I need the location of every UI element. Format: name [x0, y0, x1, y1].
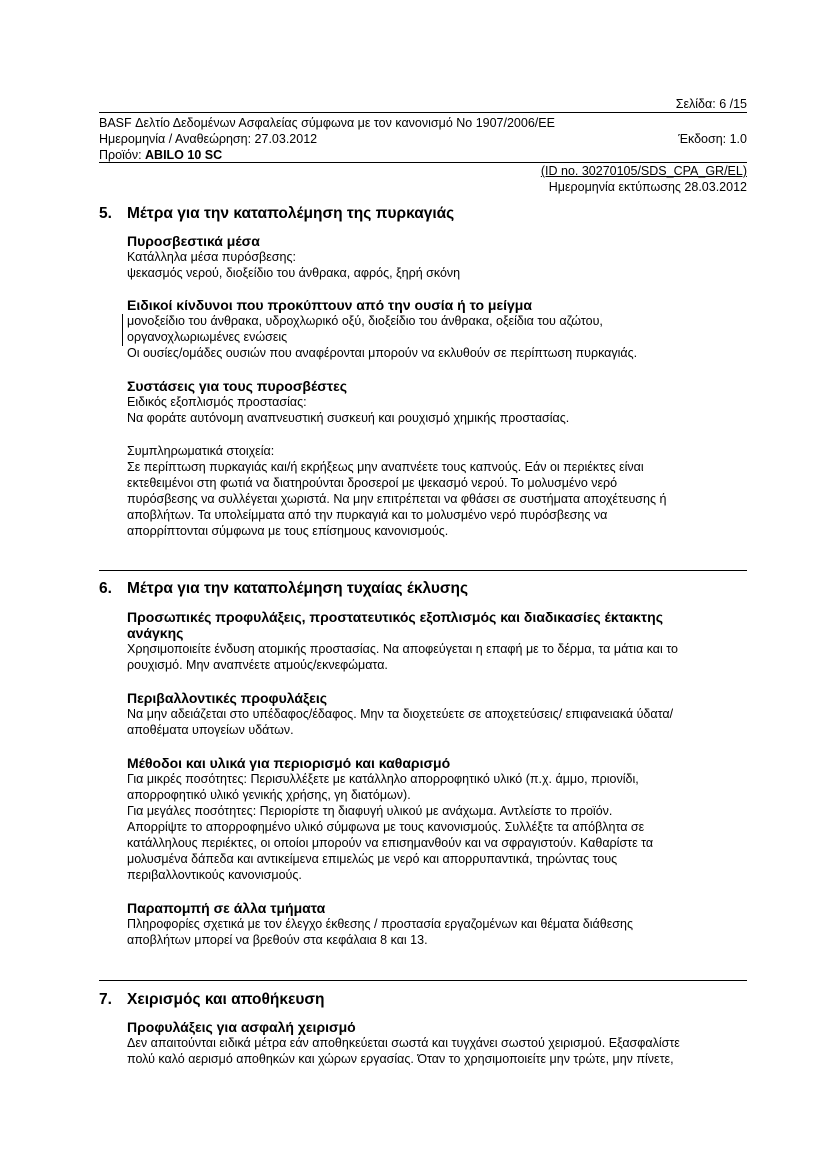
environmental-precautions-heading: Περιβαλλοντικές προφυλάξεις	[127, 690, 327, 706]
reference-heading: Παραπομπή σε άλλα τμήματα	[127, 900, 326, 916]
section-6-title: 6. Μέτρα για την καταπολέμηση τυχαίας έκλυσης	[99, 580, 469, 597]
header-date-row	[99, 131, 747, 147]
revision-change-bar	[122, 314, 123, 346]
reference-block: Παραπομπή σε άλλα τμήματα Πληροφορίες σχετικά με τον έλεγχο έκθεσης / προστασία εργαζομένων και θέματα διάθεσης αποβλήτων μπορεί να βρεθούν στα κεφάλαια 8 και 13.	[127, 900, 747, 948]
safe-handling-block: Προφυλάξεις για ασφαλή χειρισμό Δεν απαιτούνται ειδικά μέτρα εάν αποθηκεύεται σωστά και τυγχάνει σωστού χειρισμού. Εξασφαλίστε πολύ καλό αερισμό αποθηκών και χώρων εργασίας. Όταν το χρησιμοποιείτε μην τρώτε, μην πίνετε,	[127, 1019, 747, 1067]
header-rule	[99, 112, 747, 113]
version: Έκδοση: 1.0	[678, 132, 747, 146]
product-name: ABILO 10 SC	[145, 148, 223, 162]
safe-handling-heading: Προφυλάξεις για ασφαλή χειρισμό	[127, 1019, 356, 1035]
section-divider	[99, 980, 747, 981]
special-hazards-heading: Ειδικοί κίνδυνοι που προκύπτουν από την ουσία ή το μείγμα	[127, 297, 532, 313]
revision-date: Ημερομηνία / Αναθεώρηση: 27.03.2012	[99, 132, 318, 146]
firefighter-advice-block: Συστάσεις για τους πυροσβέστες Ειδικός εξοπλισμός προστασίας: Να φοράτε αυτόνομη αναπνευστική συσκευή και ρουχισμό χημικής προστασίας.	[127, 378, 747, 426]
personal-precautions-heading: Προσωπικές προφυλάξεις, προστατευτικός εξοπλισμός και διαδικασίες έκτακτης ανάγκης	[127, 609, 664, 641]
further-information-block: Συμπληρωματικά στοιχεία: Σε περίπτωση πυρκαγιάς και/ή εκρήξεως μην αναπνέετε τους καπνούς. Εάν οι περιέκτες είναι εκτεθειμένοι στη φωτιά να διατηρούνται δροσεροί με ψεκασμό νερού. Το μολυσμένο νερό πυρόσβεσης να συλλέγεται χωριστά. Να μην επιτρέπεται να φθάσει σε συστήματα αποχέτευσης ή αποβλήτων. Τα υπολείμματα από την πυρκαγιά και το μολυσμένο νερό πυρόσβεσης να απορρίπτονται σύμφωνα με τους επίσημους κανονισμούς.	[127, 444, 667, 538]
containment-cleanup-block: Μέθοδοι και υλικά για περιορισμό και καθαρισμό Για μικρές ποσότητες: Περισυλλέξετε με κατάλληλο απορροφητικό υλικό (π.χ. άμμο, πριονίδι, απορροφητικό υλικό γενικής χρήσης, γη διατόμων). Για μεγάλες ποσότητες: Περιορίστε τη διαφυγή υλικού με ανάχωμα. Αντλείστε το προϊόν. Απορρίψτε το απορροφημένο υλικό σύμφωνα με τους κανονισμούς. Συλλέξτε τα απόβλητα σε κατάλληλους περιέκτες, οι οποίοι μπορούν να επισημανθούν και να σφραγιστούν. Καθαρίστε τα μολυσμένα δάπεδα και αντικείμενα επιμελώς με νερό και απορρυπαντικά, τηρώντας τους περιβαλλοντικούς κανονισμούς.	[127, 755, 747, 883]
product-label: Προϊόν:	[99, 148, 146, 162]
extinguishing-media-heading: Πυροσβεστικά μέσα	[127, 233, 260, 249]
header-regulation: BASF Δελτίο Δεδομένων Ασφαλείας σύμφωνα με τον κανονισμό No 1907/2006/ΕΕ	[99, 116, 555, 130]
environmental-precautions-block: Περιβαλλοντικές προφυλάξεις Να μην αδειάζεται στο υπέδαφος/έδαφος. Μην τα διοχετεύετε σε αποχετεύσεις/ επιφανειακά ύδατα/ αποθέματα υπογείων υδάτων.	[127, 690, 747, 738]
special-hazards-block: Ειδικοί κίνδυνοι που προκύπτουν από την ουσία ή το μείγμα μονοξείδιο του άνθρακα, υδροχλωρικό οξύ, διοξείδιο του άνθρακα, οξείδια του αζώτου, οργανοχλωριωμένες ενώσεις Οι ουσίες/ομάδες ουσιών που αναφέρονται μπορούν να εκλυθούν σε περίπτωση πυρκαγιάς.	[127, 297, 747, 361]
firefighter-advice-heading: Συστάσεις για τους πυροσβέστες	[127, 378, 348, 394]
extinguishing-media-block: Πυροσβεστικά μέσα Κατάλληλα μέσα πυρόσβεσης: ψεκασμός νερού, διοξείδιο του άνθρακα, αφρός, ξηρή σκόνη	[127, 233, 747, 281]
section-5-title: 5. Μέτρα για την καταπολέμηση της πυρκαγιάς	[99, 205, 455, 222]
section-divider	[99, 570, 747, 571]
print-date: Ημερομηνία εκτύπωσης 28.03.2012	[548, 180, 747, 194]
document-id: (ID no. 30270105/SDS_CPA_GR/EL)	[540, 164, 747, 178]
header-product	[99, 147, 747, 163]
personal-precautions-block: Προσωπικές προφυλάξεις, προστατευτικός εξοπλισμός και διαδικασίες έκτακτης ανάγκης Χρησιμοποιείτε ένδυση ατομικής προστασίας. Να αποφεύγεται η επαφή με το δέρμα, τα μάτια και το ρουχισμό. Μην αναπνέετε ατμούς/εκνεφώματα.	[127, 609, 747, 673]
containment-cleanup-heading: Μέθοδοι και υλικά για περιορισμό και καθαρισμό	[127, 755, 451, 771]
page-number: Σελίδα: 6 /15	[675, 97, 747, 111]
section-7-title: 7. Χειρισμός και αποθήκευση	[99, 991, 325, 1008]
